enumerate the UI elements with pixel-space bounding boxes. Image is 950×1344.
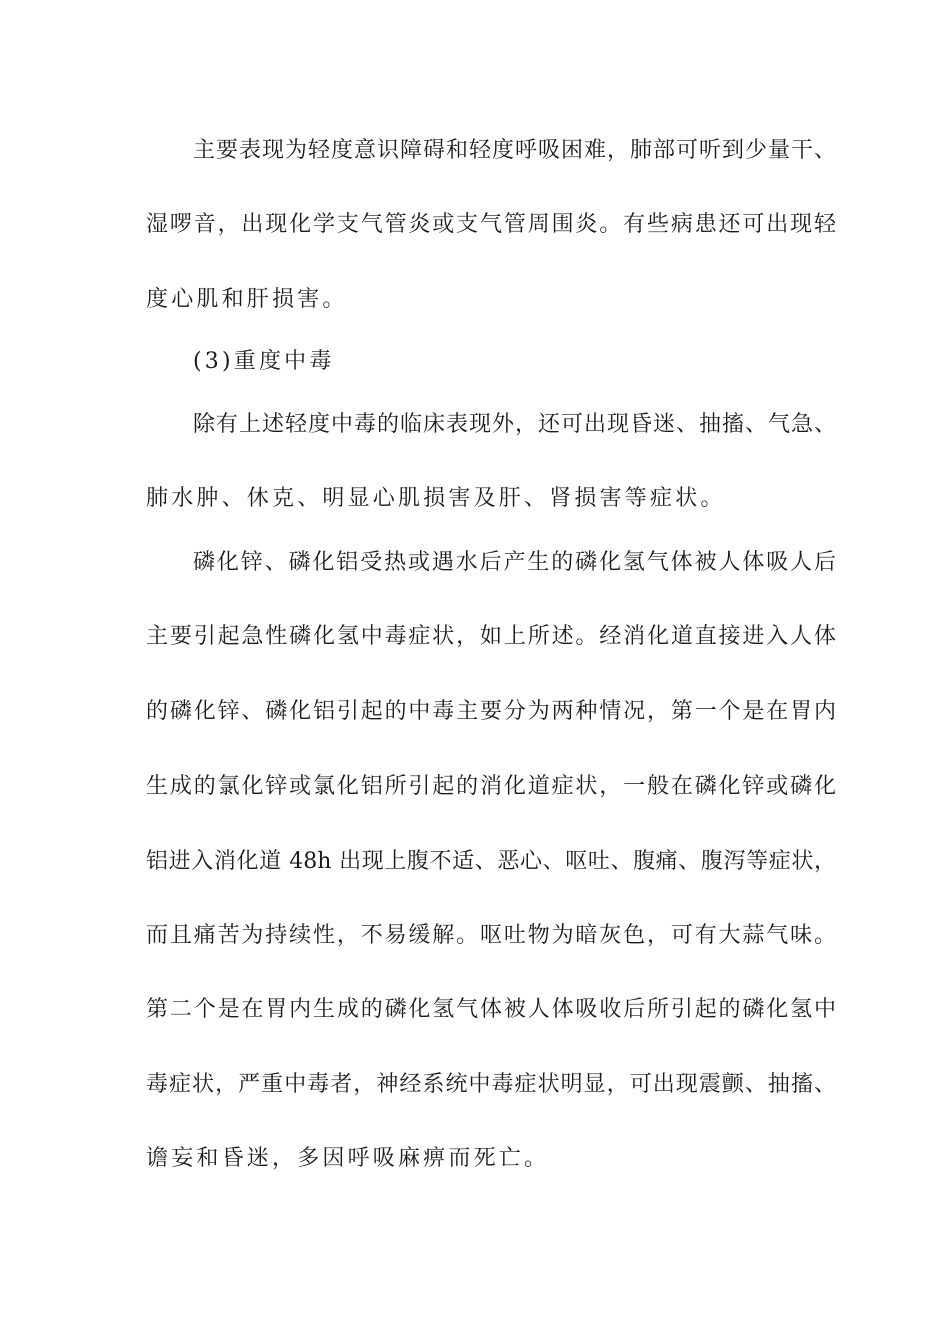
paragraph-line-12: 第二个是在胃内生成的磷化氢气体被人体吸收后所引起的磷化氢中 <box>146 997 836 1022</box>
paragraph-line-13: 毒症状，严重中毒者，神经系统中毒症状明显，可出现震颤、抽搐、 <box>146 1072 836 1097</box>
paragraph-line-7: 主要引起急性磷化氢中毒症状，如上所述。经消化道直接进入人体 <box>146 624 836 649</box>
section-heading: (3)重度中毒 <box>193 349 335 374</box>
paragraph-line-6: 磷化锌、磷化铝受热或遇水后产生的磷化氢气体被人体吸人后 <box>193 550 836 575</box>
paragraph-line-11: 而且痛苦为持续性，不易缓解。呕吐物为暗灰色，可有大蒜气味。 <box>146 923 836 948</box>
paragraph-line-1: 主要表现为轻度意识障碍和轻度呼吸困难，肺部可听到少量干、 <box>193 138 836 163</box>
paragraph-line-3: 度心肌和肝损害。 <box>146 287 348 312</box>
paragraph-line-4: 除有上述轻度中毒的临床表现外，还可出现昏迷、抽搐、气急、 <box>193 412 836 437</box>
paragraph-line-9: 生成的氯化锌或氯化铝所引起的消化道症状，一般在磷化锌或磷化 <box>146 774 836 799</box>
paragraph-line-10: 铝进入消化道 48h 出现上腹不适、恶心、呕吐、腹痛、腹泻等症状， <box>146 849 836 874</box>
paragraph-line-5: 肺水肿、休克、明显心肌损害及肝、肾损害等症状。 <box>146 486 726 511</box>
paragraph-line-2: 湿啰音，出现化学支气管炎或支气管周围炎。有些病患还可出现轻 <box>146 212 836 237</box>
paragraph-line-8: 的磷化锌、磷化铝引起的中毒主要分为两种情况，第一个是在胃内 <box>146 699 836 724</box>
paragraph-line-14: 谵妄和昏迷，多因呼吸麻痹而死亡。 <box>146 1146 550 1171</box>
